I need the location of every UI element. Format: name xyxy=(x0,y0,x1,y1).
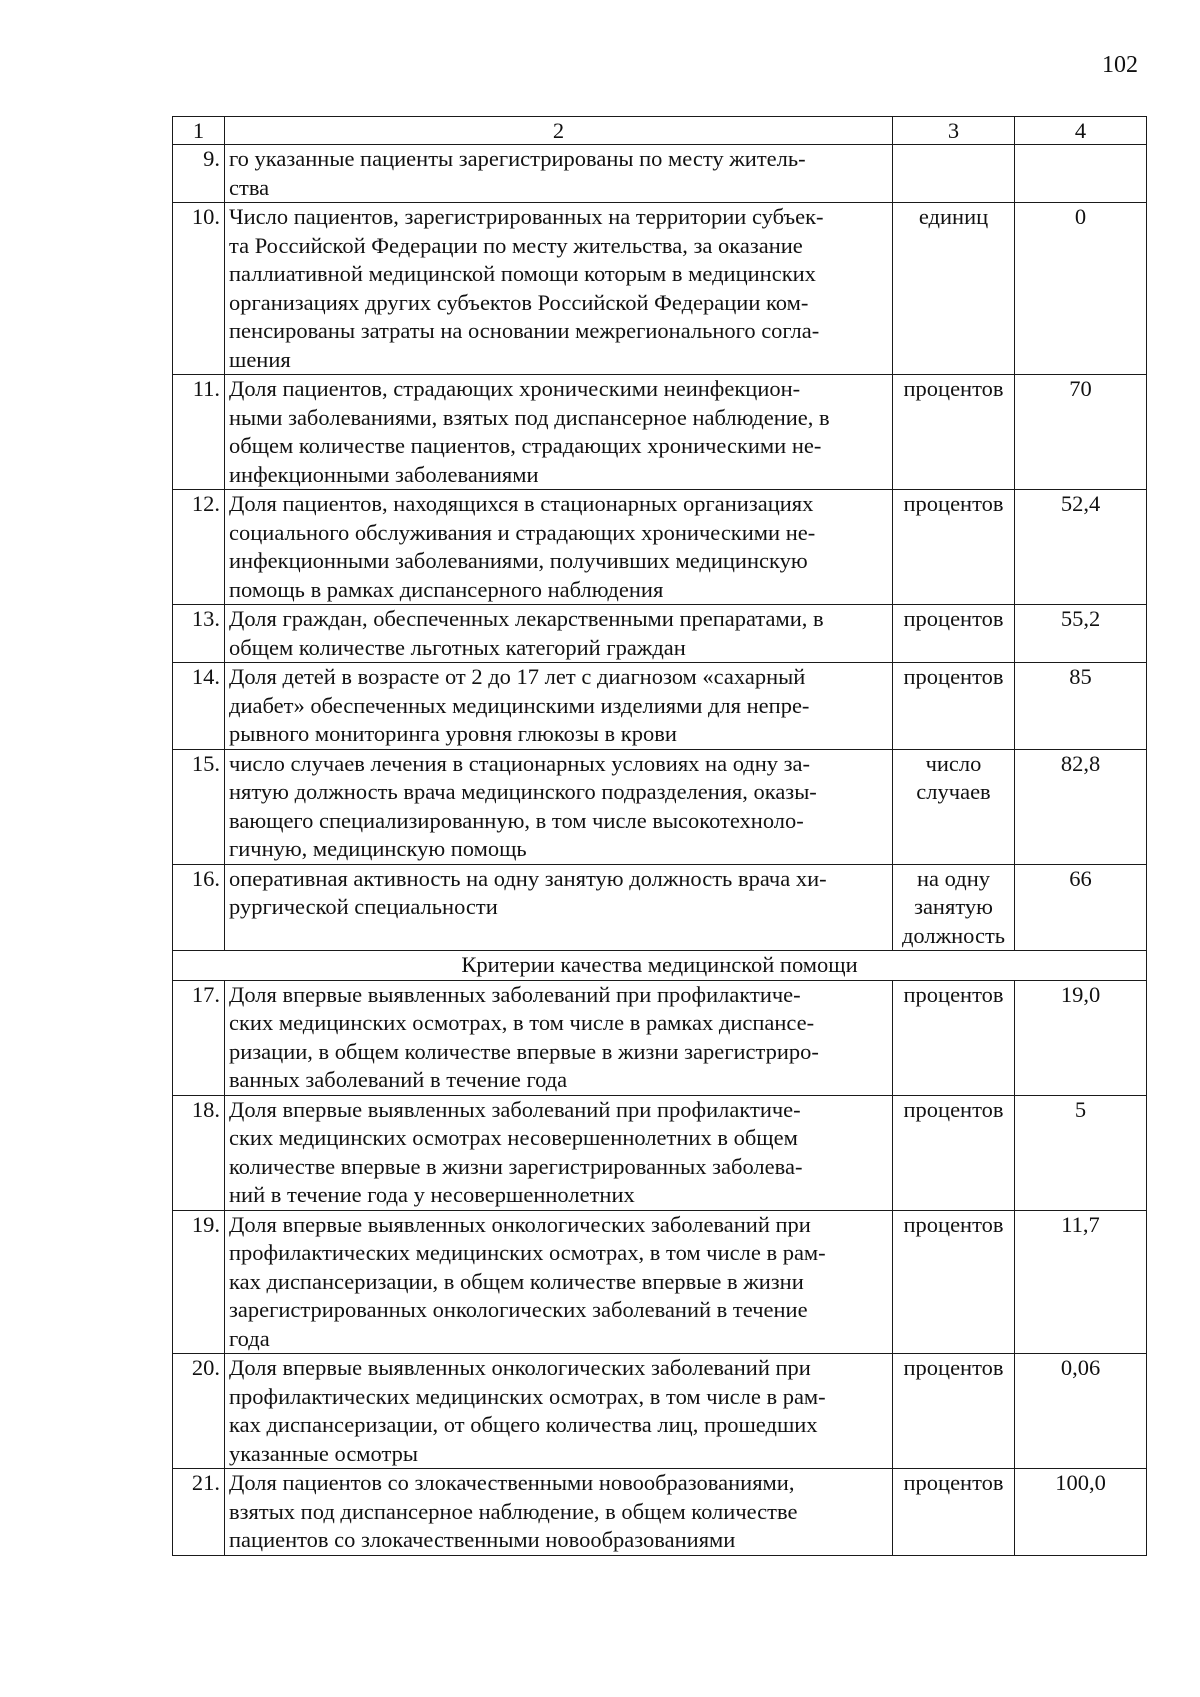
row-unit: процентов xyxy=(893,1354,1015,1469)
row-description: Доля пациентов, страдающих хроническими неинфекцион- ными заболеваниями, взятых под диспансерное наблюдение, в общем количестве пациентов, страдающих хроническими не- инфекционными заболеваниями xyxy=(225,375,893,490)
section-row xyxy=(173,951,1147,981)
row-unit: процентов xyxy=(893,375,1015,490)
row-description: оперативная активность на одну занятую должность врача хи- рургической специальности xyxy=(225,864,893,951)
row-unit: процентов xyxy=(893,980,1015,1095)
row-number: 20. xyxy=(173,1354,225,1469)
row-unit: число случаев xyxy=(893,749,1015,864)
row-description: Доля пациентов, находящихся в стационарных организациях социального обслуживания и страдающих хроническими не- инфекционными заболеваниями, получивших медицинскую помощь в рамках диспансерного наблюдения xyxy=(225,490,893,605)
row-description: Число пациентов, зарегистрированных на территории субъек- та Российской Федерации по месту жительства, за оказание паллиативной медицинской помощи которым в медицинских организациях других субъектов Российской Федерации ком- пенсированы затраты на основании межрегионального согла- шения xyxy=(225,203,893,375)
table-row xyxy=(173,1354,1147,1469)
row-description: го указанные пациенты зарегистрированы по месту житель- ства xyxy=(225,145,893,203)
row-description: Доля впервые выявленных заболеваний при профилактиче- ских медицинских осмотрах несовершеннолетних в общем количестве впервые в жизни зарегистрированных заболева- ний в течение года у несовершеннолетних xyxy=(225,1095,893,1210)
table-row xyxy=(173,980,1147,1095)
indicators-table xyxy=(172,116,1147,1556)
row-number: 12. xyxy=(173,490,225,605)
row-number: 10. xyxy=(173,203,225,375)
column-header-1: 1 xyxy=(173,117,225,145)
table-row xyxy=(173,203,1147,375)
row-value: 70 xyxy=(1015,375,1147,490)
row-description: Доля граждан, обеспеченных лекарственными препаратами, в общем количестве льготных категорий граждан xyxy=(225,605,893,663)
row-unit: на одну занятую должность xyxy=(893,864,1015,951)
table-body-quality-criteria xyxy=(173,980,1147,1555)
table-header-row xyxy=(173,117,1147,145)
table-section xyxy=(173,951,1147,981)
row-unit: процентов xyxy=(893,1469,1015,1556)
column-header-3: 3 xyxy=(893,117,1015,145)
row-value: 52,4 xyxy=(1015,490,1147,605)
table-row xyxy=(173,375,1147,490)
row-number: 17. xyxy=(173,980,225,1095)
row-unit: единиц xyxy=(893,203,1015,375)
row-number: 15. xyxy=(173,749,225,864)
column-header-2: 2 xyxy=(225,117,893,145)
row-number: 16. xyxy=(173,864,225,951)
row-number: 18. xyxy=(173,1095,225,1210)
row-description: Доля впервые выявленных онкологических заболеваний при профилактических медицинских осмотрах, в том числе в рам- ках диспансеризации, от общего количества лиц, прошедших указанные осмотры xyxy=(225,1354,893,1469)
row-value: 11,7 xyxy=(1015,1210,1147,1354)
table-row xyxy=(173,605,1147,663)
row-number: 19. xyxy=(173,1210,225,1354)
row-number: 13. xyxy=(173,605,225,663)
row-number: 11. xyxy=(173,375,225,490)
row-value: 100,0 xyxy=(1015,1469,1147,1556)
row-value: 0 xyxy=(1015,203,1147,375)
section-title: Критерии качества медицинской помощи xyxy=(173,951,1147,981)
row-number: 14. xyxy=(173,663,225,750)
row-unit xyxy=(893,145,1015,203)
table-row xyxy=(173,749,1147,864)
row-description: Доля детей в возрасте от 2 до 17 лет с диагнозом «сахарный диабет» обеспеченных медицинскими изделиями для непре- рывного мониторинга уровня глюкозы в крови xyxy=(225,663,893,750)
row-description: Доля впервые выявленных онкологических заболеваний при профилактических медицинских осмотрах, в том числе в рам- ках диспансеризации, в общем количестве впервые в жизни зарегистрированных онкологических заболеваний в течение года xyxy=(225,1210,893,1354)
table-row xyxy=(173,663,1147,750)
row-value xyxy=(1015,145,1147,203)
row-number: 9. xyxy=(173,145,225,203)
row-description: число случаев лечения в стационарных условиях на одну за- нятую должность врача медицинского подразделения, оказы- вающего специализированную, в том числе высокотехноло- гичную, медицинскую помощь xyxy=(225,749,893,864)
table-row xyxy=(173,1095,1147,1210)
row-unit: процентов xyxy=(893,1095,1015,1210)
page-number: 102 xyxy=(1102,52,1138,78)
row-unit: процентов xyxy=(893,490,1015,605)
row-value: 55,2 xyxy=(1015,605,1147,663)
row-unit: процентов xyxy=(893,663,1015,750)
table-row xyxy=(173,1469,1147,1556)
row-value: 66 xyxy=(1015,864,1147,951)
row-value: 5 xyxy=(1015,1095,1147,1210)
row-unit: процентов xyxy=(893,605,1015,663)
row-description: Доля впервые выявленных заболеваний при профилактиче- ских медицинских осмотрах, в том числе в рамках диспансе- ризации, в общем количестве впервые в жизни зарегистриро- ванных заболеваний в течение года xyxy=(225,980,893,1095)
row-value: 85 xyxy=(1015,663,1147,750)
table-row xyxy=(173,864,1147,951)
column-header-4: 4 xyxy=(1015,117,1147,145)
row-value: 0,06 xyxy=(1015,1354,1147,1469)
row-description: Доля пациентов со злокачественными новообразованиями, взятых под диспансерное наблюдение, в общем количестве пациентов со злокачественными новообразованиями xyxy=(225,1469,893,1556)
table-row xyxy=(173,1210,1147,1354)
row-value: 82,8 xyxy=(1015,749,1147,864)
row-value: 19,0 xyxy=(1015,980,1147,1095)
table-row xyxy=(173,145,1147,203)
table-body-indicators xyxy=(173,145,1147,951)
table-row xyxy=(173,490,1147,605)
row-number: 21. xyxy=(173,1469,225,1556)
row-unit: процентов xyxy=(893,1210,1015,1354)
